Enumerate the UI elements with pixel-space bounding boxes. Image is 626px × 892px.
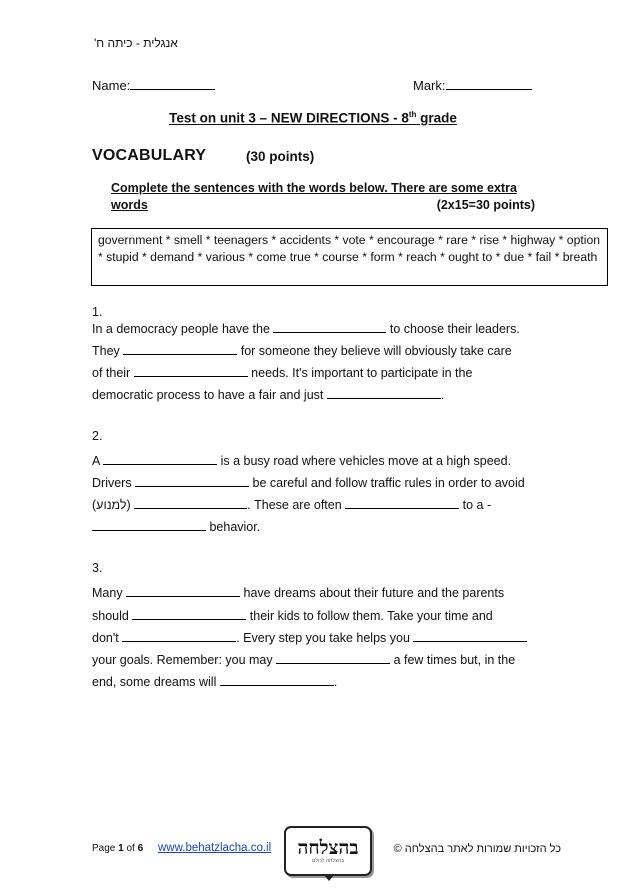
name-label: Name: [92, 78, 131, 93]
mark-label: Mark: [413, 78, 446, 93]
question-3-line-3: don't . Every step you take helps you [92, 628, 527, 645]
answer-blank[interactable] [134, 495, 247, 509]
answer-blank[interactable] [276, 650, 390, 664]
instructions [111, 180, 535, 214]
name-blank[interactable] [130, 76, 215, 90]
question-2-line-1: A is a busy road where vehicles move at a high speed. [92, 451, 511, 468]
word-bank: government * smell * teenagers * accidents * vote * encourage * rare * rise * highway * option * stupid * demand * various * come true * course * form * reach * ought to * due * fail * breath [91, 228, 608, 286]
instructions-line-2: words [111, 198, 148, 212]
question-3-line-4: your goals. Remember: you may a few times but, in the [92, 650, 515, 667]
answer-blank[interactable] [134, 363, 248, 377]
instructions-line-1: Complete the sentences with the words below. There are some extra [111, 181, 517, 195]
question-1-line-3: of their needs. It's important to participate in the [92, 363, 472, 380]
answer-blank[interactable] [92, 517, 206, 531]
header-subject-grade: אנגלית - כיתה ח' [94, 36, 178, 50]
question-2-number: 2. [92, 429, 103, 443]
question-2-line-4: behavior. [92, 517, 260, 534]
answer-blank[interactable] [122, 628, 236, 642]
answer-blank[interactable] [327, 385, 441, 399]
question-2-line-2: Drivers be careful and follow traffic rules in order to avoid [92, 473, 525, 490]
page-counter: Page 1 of 6 [92, 843, 144, 854]
behatzlacha-logo: בהצלחה בהצלחה לכולם [284, 826, 372, 876]
answer-blank[interactable] [220, 672, 334, 686]
answer-blank[interactable] [103, 451, 217, 465]
page-footer [92, 837, 561, 873]
site-link[interactable]: www.behatzlacha.co.il [158, 842, 272, 854]
answer-blank[interactable] [135, 473, 249, 487]
answer-blank[interactable] [273, 319, 386, 333]
mark-blank[interactable] [446, 76, 532, 90]
question-3-line-5: end, some dreams will . [92, 672, 337, 689]
question-1-line-4: democratic process to have a fair and just . [92, 385, 444, 402]
answer-blank[interactable] [123, 341, 237, 355]
question-1-line-1: In a democracy people have the to choose their leaders. [92, 319, 520, 336]
question-3-number: 3. [92, 561, 103, 575]
copyright-notice: כל הזכויות שמורות לאתר בהצלחה © [393, 843, 561, 855]
instructions-points: (2x15=30 points) [436, 198, 535, 212]
answer-blank[interactable] [132, 606, 246, 620]
question-2-line-3: (למנוע) . These are often to a - [92, 495, 491, 512]
mark-field[interactable] [413, 76, 532, 93]
answer-blank[interactable] [126, 583, 240, 597]
name-field[interactable] [92, 76, 215, 93]
question-3-line-1: Many have dreams about their future and the parents [92, 583, 504, 600]
section-heading: VOCABULARY [92, 147, 207, 164]
question-1-number: 1. [92, 305, 103, 319]
test-title: Test on unit 3 – NEW DIRECTIONS - 8th grade [169, 110, 457, 126]
section-points: (30 points) [246, 149, 315, 164]
question-1-line-2: They for someone they believe will obviously take care [92, 341, 512, 358]
answer-blank[interactable] [345, 495, 459, 509]
answer-blank[interactable] [413, 628, 527, 642]
question-3-line-2: should their kids to follow them. Take your time and [92, 606, 493, 623]
